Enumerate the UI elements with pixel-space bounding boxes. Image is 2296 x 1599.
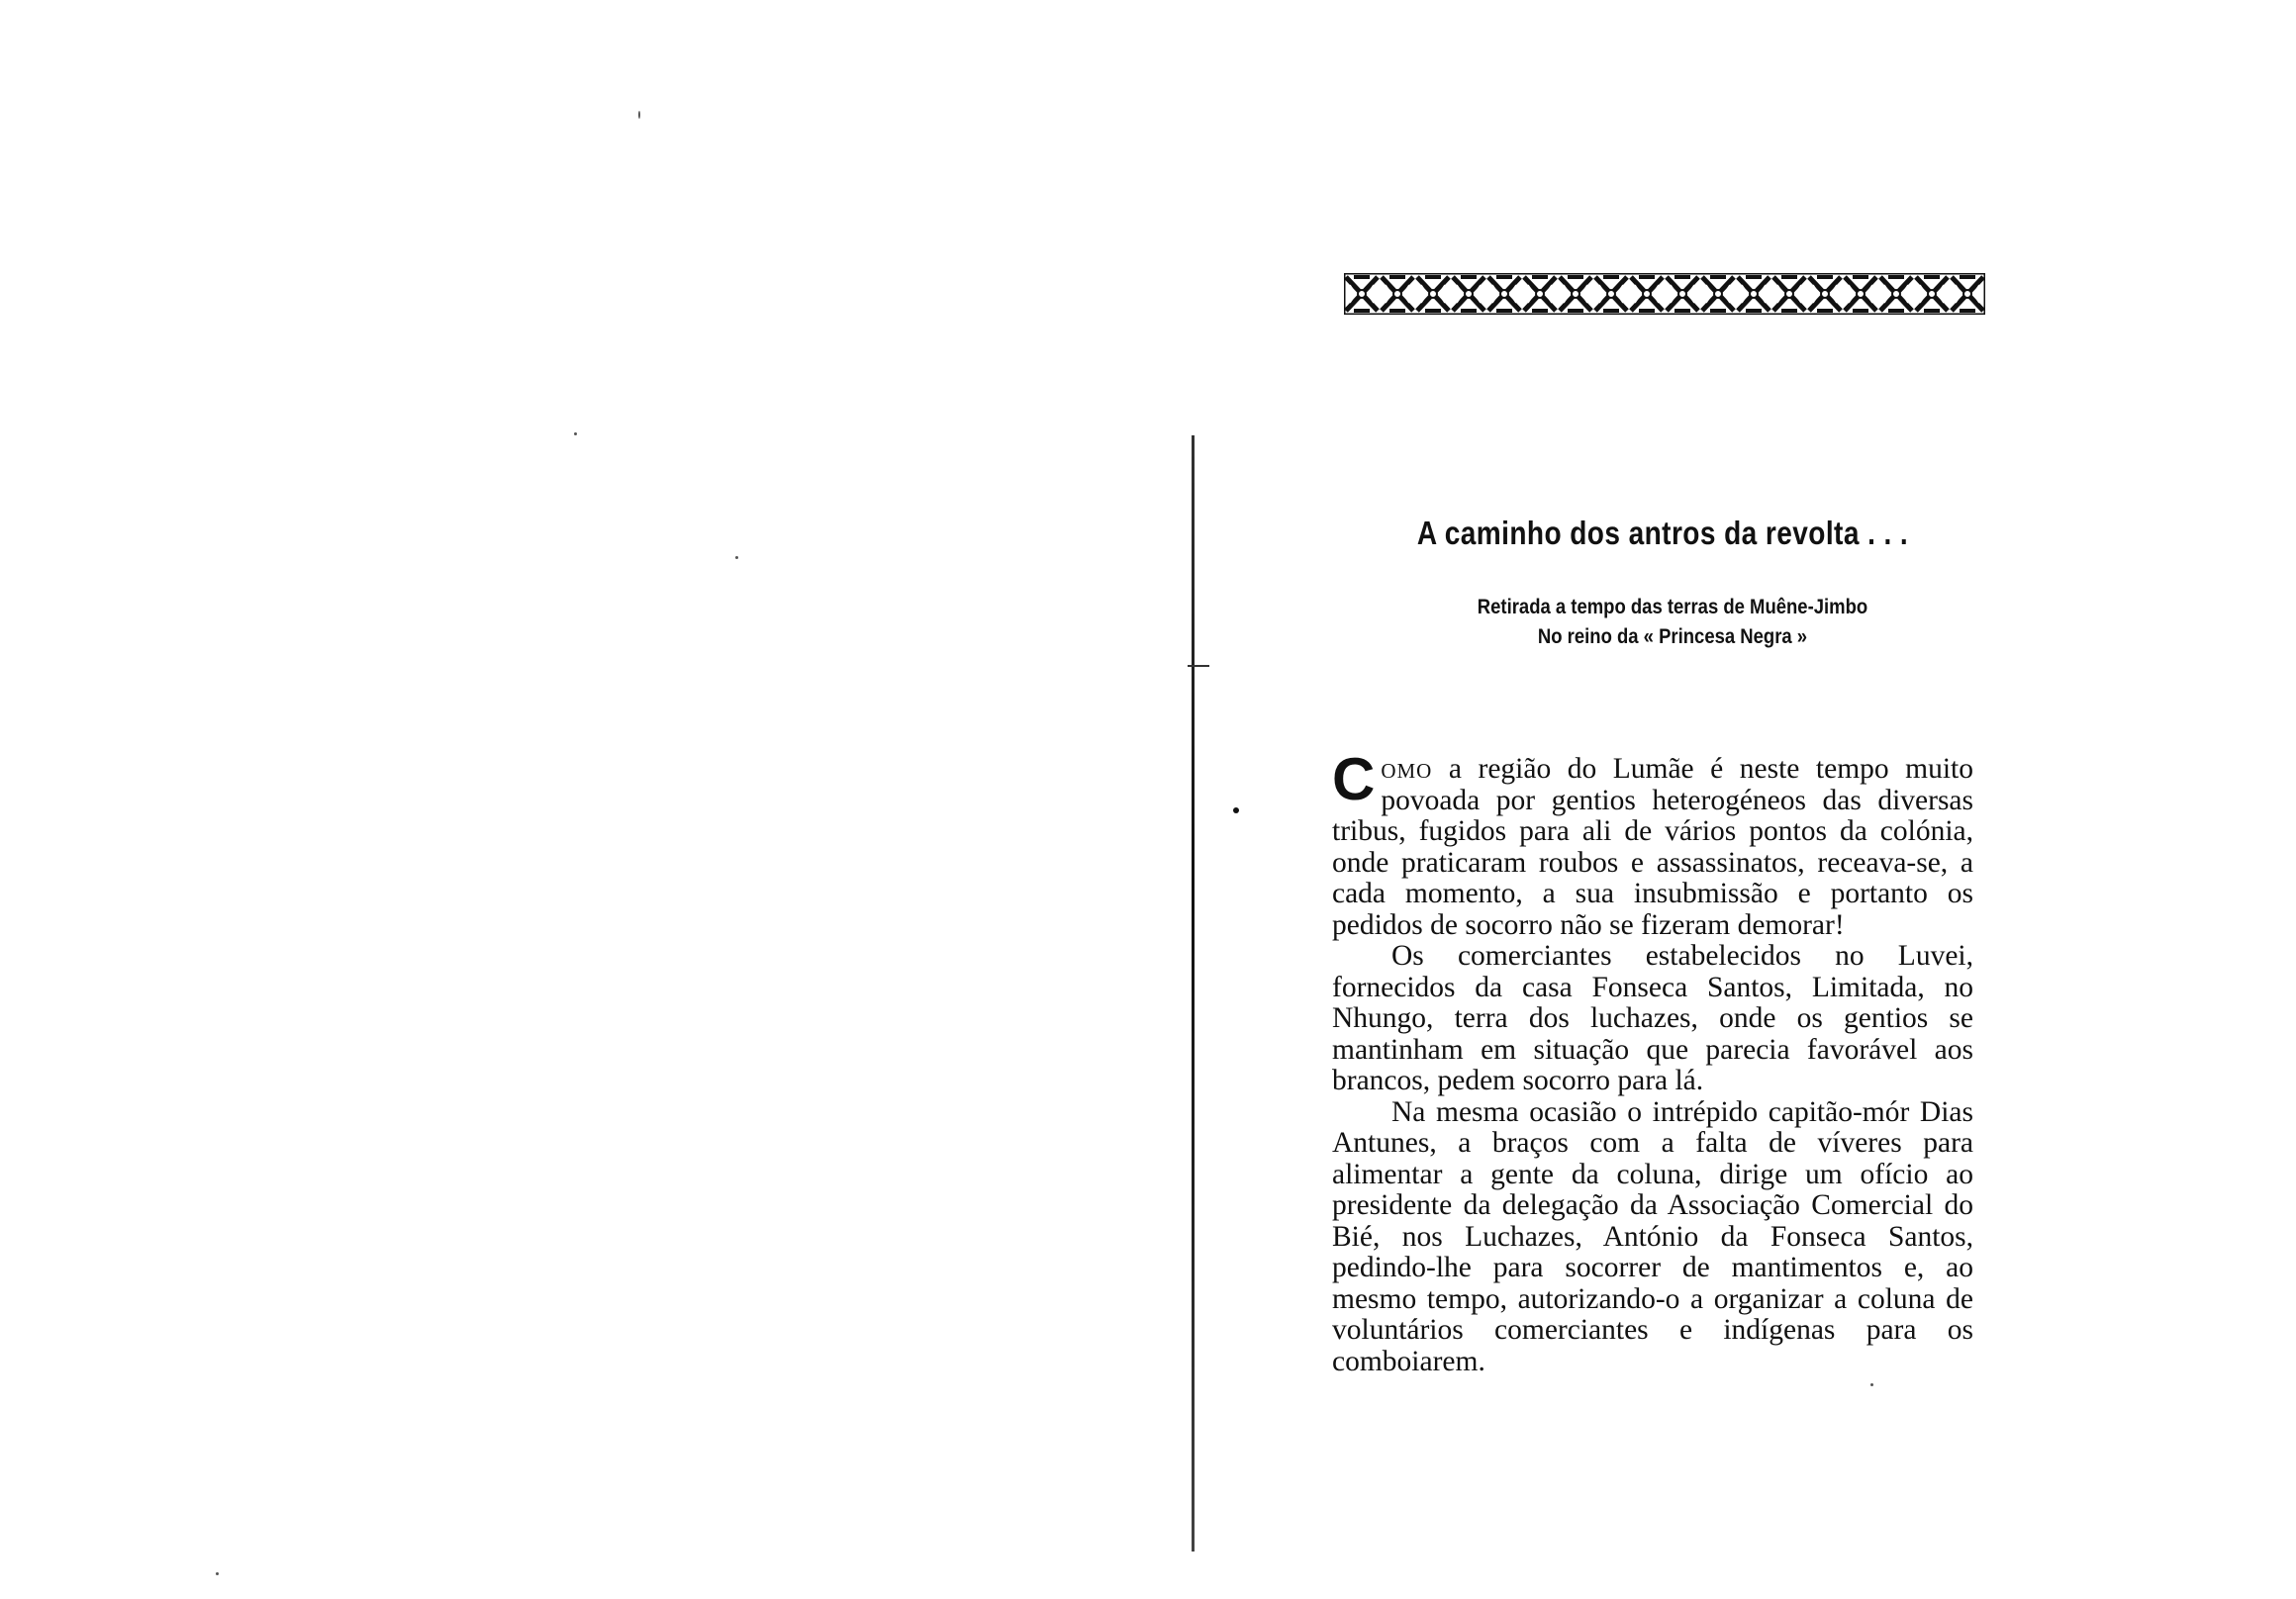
gutter-mark xyxy=(1188,665,1209,667)
paper-speck xyxy=(638,111,640,119)
body-text xyxy=(1332,746,1973,1377)
paragraph-text: a região do Lumãe é neste tempo muito povoada por gentios heterogéneos das diversas tribus, fugidos para ali de vários pontos da colónia, onde praticaram roubos e assassinatos, receava-se, a cada momento, a sua insubmissão e portanto os pedidos de socorro não se fizeram demorar! xyxy=(1332,753,1973,941)
paragraph xyxy=(1332,746,1973,941)
book-gutter xyxy=(1192,435,1195,1552)
paper-speck xyxy=(574,432,577,435)
paragraph: Na mesma ocasião o intrépido capitão-mór Dias Antunes, a braços com a falta de víveres para alimentar a gente da coluna, dirige um ofício ao presidente da delegação da Associação Comercial do Bié, nos Luchazes, António da Fonseca Santos, pedindo-lhe para socorrer de mantimentos e, ao mesmo tempo, autorizando-o a organizar a coluna de voluntários comerciantes e indígenas para os comboiarem. xyxy=(1332,1095,1973,1377)
paper-speck xyxy=(735,556,738,559)
chapter-subtitle: No reino da « Princesa Negra » xyxy=(1537,625,1808,648)
drop-cap: C xyxy=(1332,746,1376,812)
paragraph: Os comerciantes estabelecidos no Luvei, fornecidos da casa Fonseca Santos, Limitada, no Nhungo, terra dos luchazes, onde os gentios se mantinham em situação que parecia favorável aos brancos, pedem socorro para lá. xyxy=(1332,940,1973,1096)
decorative-knot-border-icon xyxy=(1344,273,1985,315)
chapter-subtitle: Retirada a tempo das terras de Muêne-Jimbo xyxy=(1477,596,1868,618)
paper-speck xyxy=(216,1572,219,1575)
paper-speck xyxy=(1233,807,1239,813)
chapter-title: A caminho dos antros da revolta . . . xyxy=(1416,515,1909,551)
paper-speck xyxy=(1870,1383,1873,1386)
first-word-rest: omo xyxy=(1381,753,1433,785)
